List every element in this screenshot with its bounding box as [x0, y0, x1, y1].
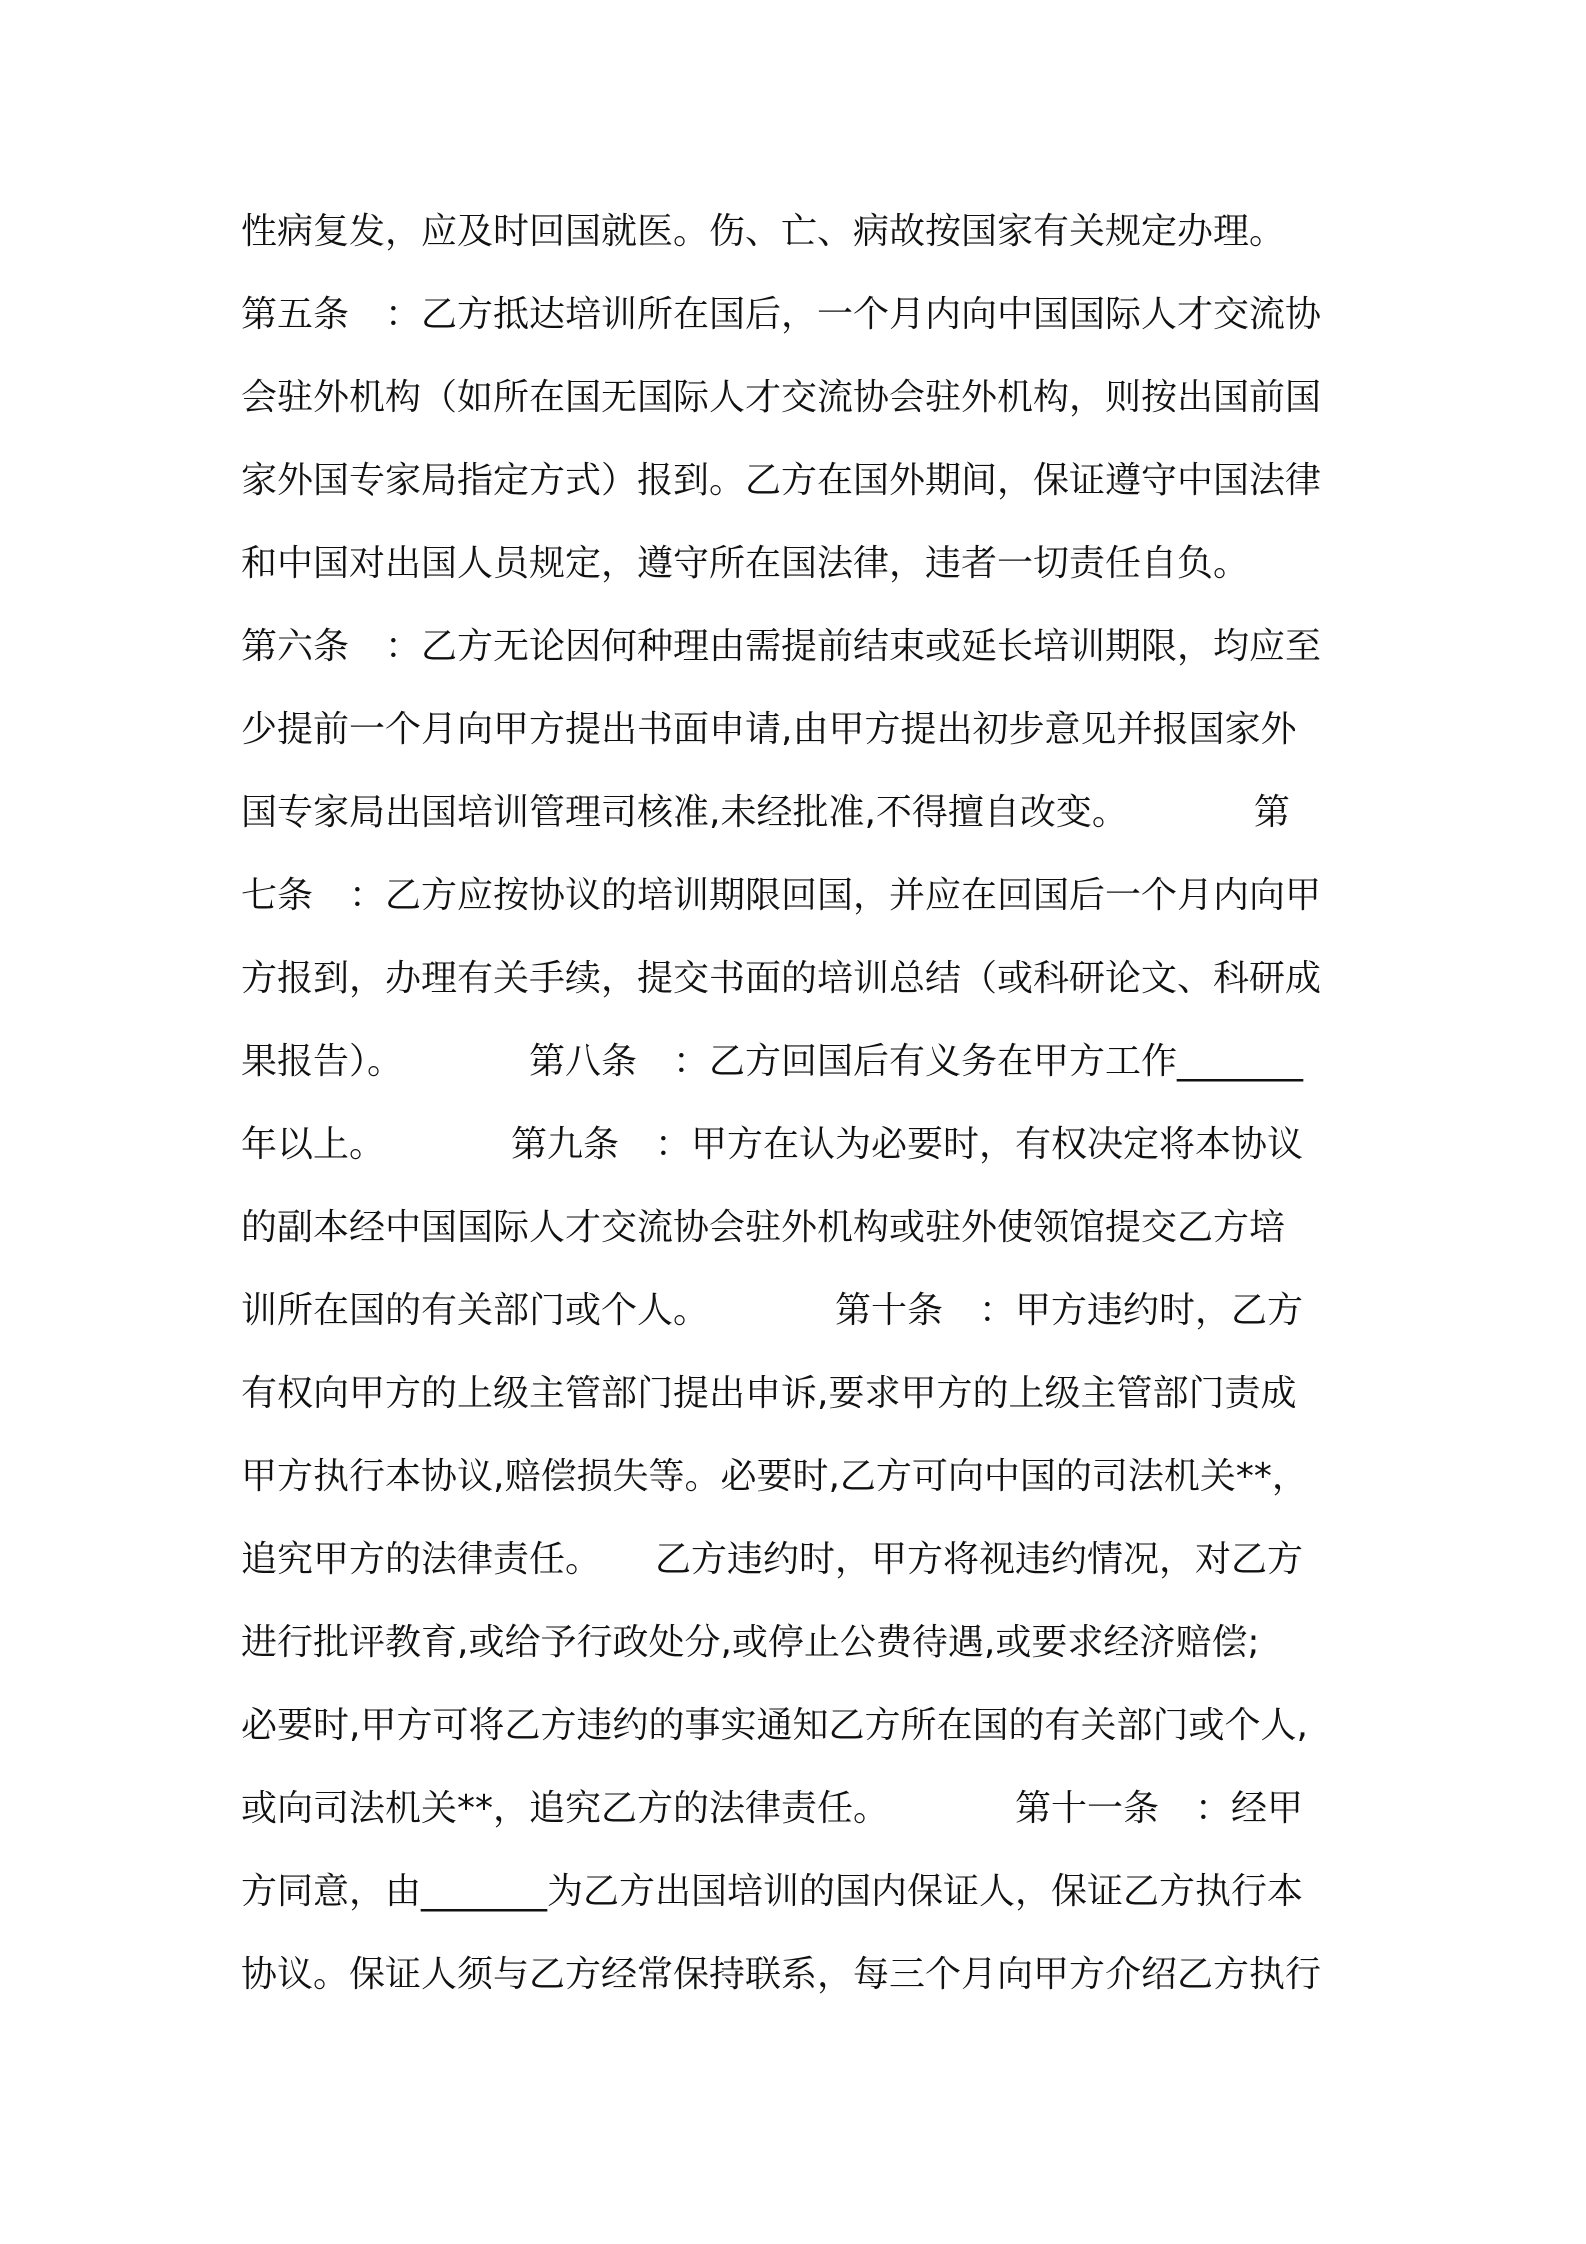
text-line: 有权向甲方的上级主管部门提出申诉,要求甲方的上级主管部门责成: [241, 1373, 1297, 1414]
text-line: 七条 ：乙方应按协议的培训期限回国，并应在回国后一个月内向甲: [241, 875, 1322, 916]
text-line: 国专家局出国培训管理司核准,未经批准,不得擅自改变。 第: [241, 792, 1290, 833]
text-line: 少提前一个月向甲方提出书面申请,由甲方提出初步意见并报国家外: [241, 709, 1297, 750]
text-line: 年以上。 第九条 ：甲方在认为必要时，有权决定将本协议: [241, 1124, 1304, 1165]
text-line: 和中国对出国人员规定，遵守所在国法律，违者一切责任自负。: [241, 543, 1250, 584]
text-line: 果报告）。 第八条 ：乙方回国后有义务在甲方工作_______: [241, 1041, 1304, 1082]
text-line: 协议。保证人须与乙方经常保持联系，每三个月向甲方介绍乙方执行: [241, 1954, 1322, 1995]
text-line: 或向司法机关**，追究乙方的法律责任。 第十一条 ：经甲: [241, 1788, 1304, 1829]
text-line: 追究甲方的法律责任。 乙方违约时，甲方将视违约情况，对乙方: [241, 1539, 1304, 1580]
text-line: 的副本经中国国际人才交流协会驻外机构或驻外使领馆提交乙方培: [241, 1207, 1286, 1248]
text-line: 方同意，由_______为乙方出国培训的国内保证人，保证乙方执行本: [241, 1871, 1304, 1912]
text-line: 方报到，办理有关手续，提交书面的培训总结（或科研论文、科研成: [241, 958, 1322, 999]
text-line: 必要时,甲方可将乙方违约的事实通知乙方所在国的有关部门或个人,: [241, 1705, 1308, 1746]
text-line: 第六条 ：乙方无论因何种理由需提前结束或延长培训期限，均应至: [241, 626, 1322, 667]
text-line: 甲方执行本协议,赔偿损失等。必要时,乙方可向中国的司法机关**，: [241, 1456, 1308, 1497]
agreement-text: [241, 190, 1361, 2016]
text-line: 家外国专家局指定方式）报到。乙方在国外期间，保证遵守中国法律: [241, 460, 1322, 501]
text-line: 性病复发，应及时回国就医。伤、亡、病故按国家有关规定办理。: [241, 211, 1286, 252]
text-line: 训所在国的有关部门或个人。 第十条 ：甲方违约时，乙方: [241, 1290, 1304, 1331]
text-line: 第五条 ：乙方抵达培训所在国后，一个月内向中国国际人才交流协: [241, 294, 1322, 335]
text-line: 进行批评教育,或给予行政处分,或停止公费待遇,或要求经济赔偿;: [241, 1622, 1260, 1663]
text-line: 会驻外机构（如所在国无国际人才交流协会驻外机构，则按出国前国: [241, 377, 1322, 418]
